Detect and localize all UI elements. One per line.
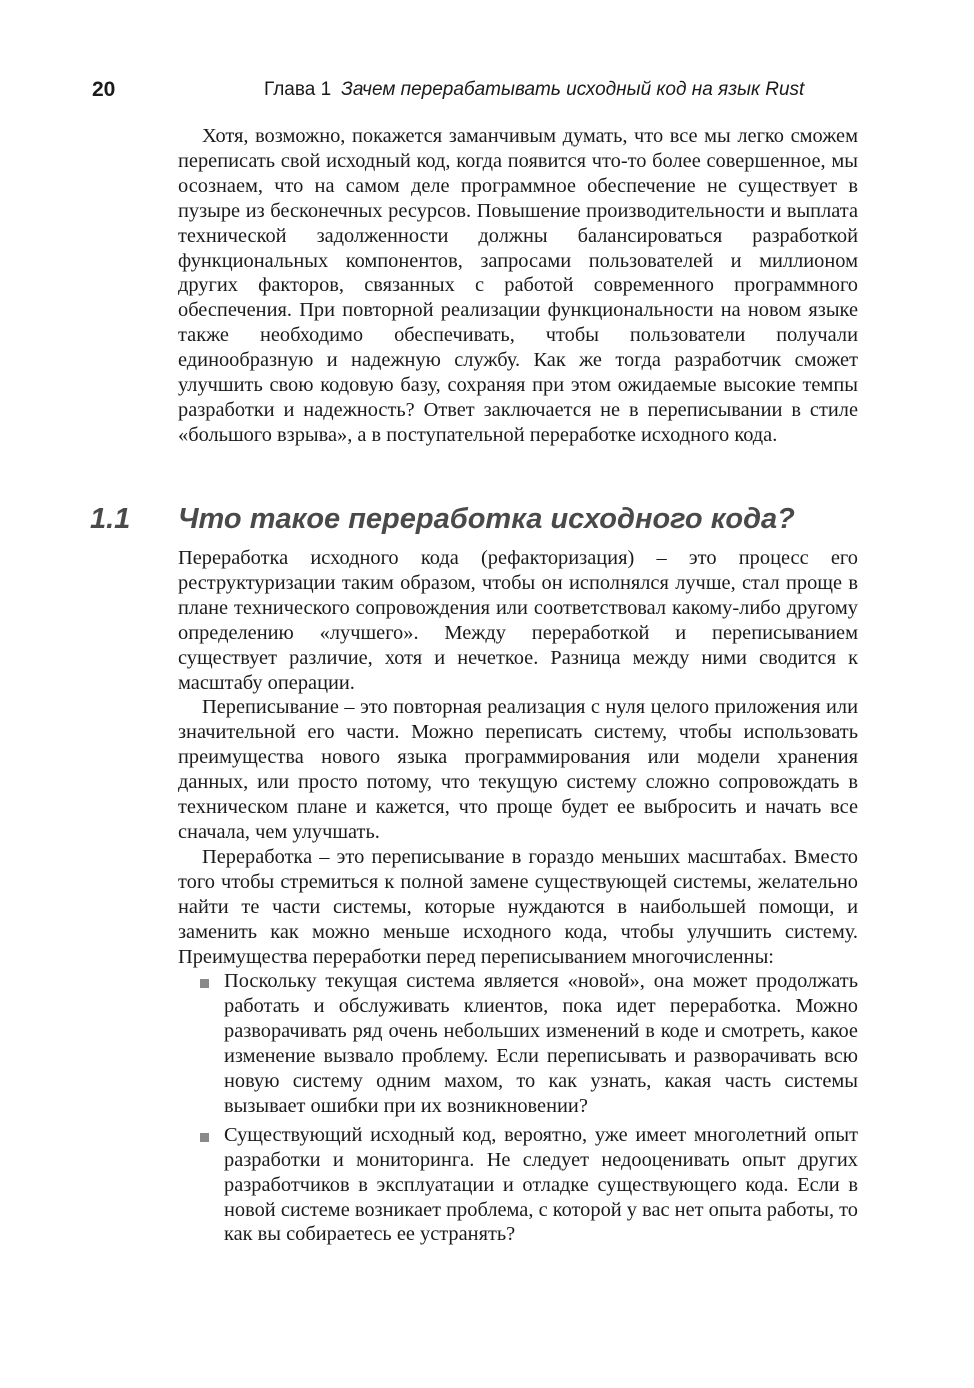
section-paragraph: Переработка исходного кода (рефакторизация) – это процесс его реструктуризации таким образом, чтобы он исполнялся лучше, стал проще в плане технического сопровождения или соответствовал какому-либо другому определению «лучшего». Между переработкой и переписыванием существует различие, хотя и нечеткое. Разница между ними сводится к масштабу операции. <box>178 547 858 694</box>
bullet-item <box>224 969 858 1118</box>
section-paragraph: Переписывание – это повторная реализация с нуля целого приложения или значительной его части. Можно переписать систему, чтобы использовать преимущества нового языка программирования или модели хранения данных, или просто потому, что текущую систему сложно сопровождать в техническом плане и кажется, что проще будет ее выбросить и начать все сначала, чем улучшать. <box>178 696 858 843</box>
square-bullet-icon <box>200 979 209 988</box>
section-paragraph: Переработка – это переписывание в гораздо меньших масштабах. Вместо того чтобы стремиться к полной замене существующей системы, желательно найти те части системы, которые нуждаются в наибольшей помощи, и заменить как можно меньше исходного кода, чтобы улучшить систему. Преимущества переработки перед переписыванием многочисленны: <box>178 845 858 968</box>
section-heading <box>90 499 795 539</box>
chapter-label: Глава 1 <box>264 79 332 100</box>
chapter-title: Зачем перерабатывать исходный код на язык Rust <box>341 79 805 100</box>
section-text-block <box>178 546 858 1251</box>
intro-paragraph: Хотя, возможно, покажется заманчивым думать, что все мы легко сможем переписать свой исходный код, когда появится что-то более совершенное, мы осознаем, что на самом деле программное обеспечение не существует в пузыре из бесконечных ресурсов. Повышение производительности и выплата технической задолженности должны балансироваться разработкой функциональных компонентов, запросами пользователей и миллионом других факторов, связанных с работой современного программного обеспечения. При повторной реализации функциональности на новом языке также необходимо обеспечивать, чтобы пользователи получали единообразную и надежную службу. Как же тогда разработчик сможет улучшить свою кодовую базу, сохраняя при этом ожидаемые высокие темпы разработки и надежность? Ответ заключается не в переписывании в стиле «большого взрыва», а в поступательной переработке исходного кода. <box>178 125 858 446</box>
bullet-text: Поскольку текущая система является «новой», она может продолжать работать и обслуживать клиентов, пока идет переработка. Можно разворачивать ряд очень небольших изменений в коде и смотреть, какое изменение вызвало проблему. Если переписывать и разворачивать всю новую систему одним махом, то как узнать, какая часть системы вызывает ошибки при их возникновении? <box>224 970 858 1117</box>
running-head <box>264 77 804 103</box>
section-number: 1.1 <box>90 503 131 535</box>
page-number: 20 <box>92 78 116 101</box>
bullet-text: Существующий исходный код, вероятно, уже имеет многолетний опыт разработки и мониторинга. Не следует недооценивать опыт других разработчиков в эксплуатации и отладке существующего кода. Если в новой системе возникает проблема, с которой у вас нет опыта работы, то как вы собираетесь ее устранять? <box>224 1123 858 1246</box>
bullet-item <box>224 1123 858 1248</box>
bullet-list <box>178 969 858 1247</box>
intro-text-block <box>178 124 858 448</box>
section-title: Что такое переработка исходного кода? <box>178 503 795 535</box>
square-bullet-icon <box>200 1133 209 1142</box>
